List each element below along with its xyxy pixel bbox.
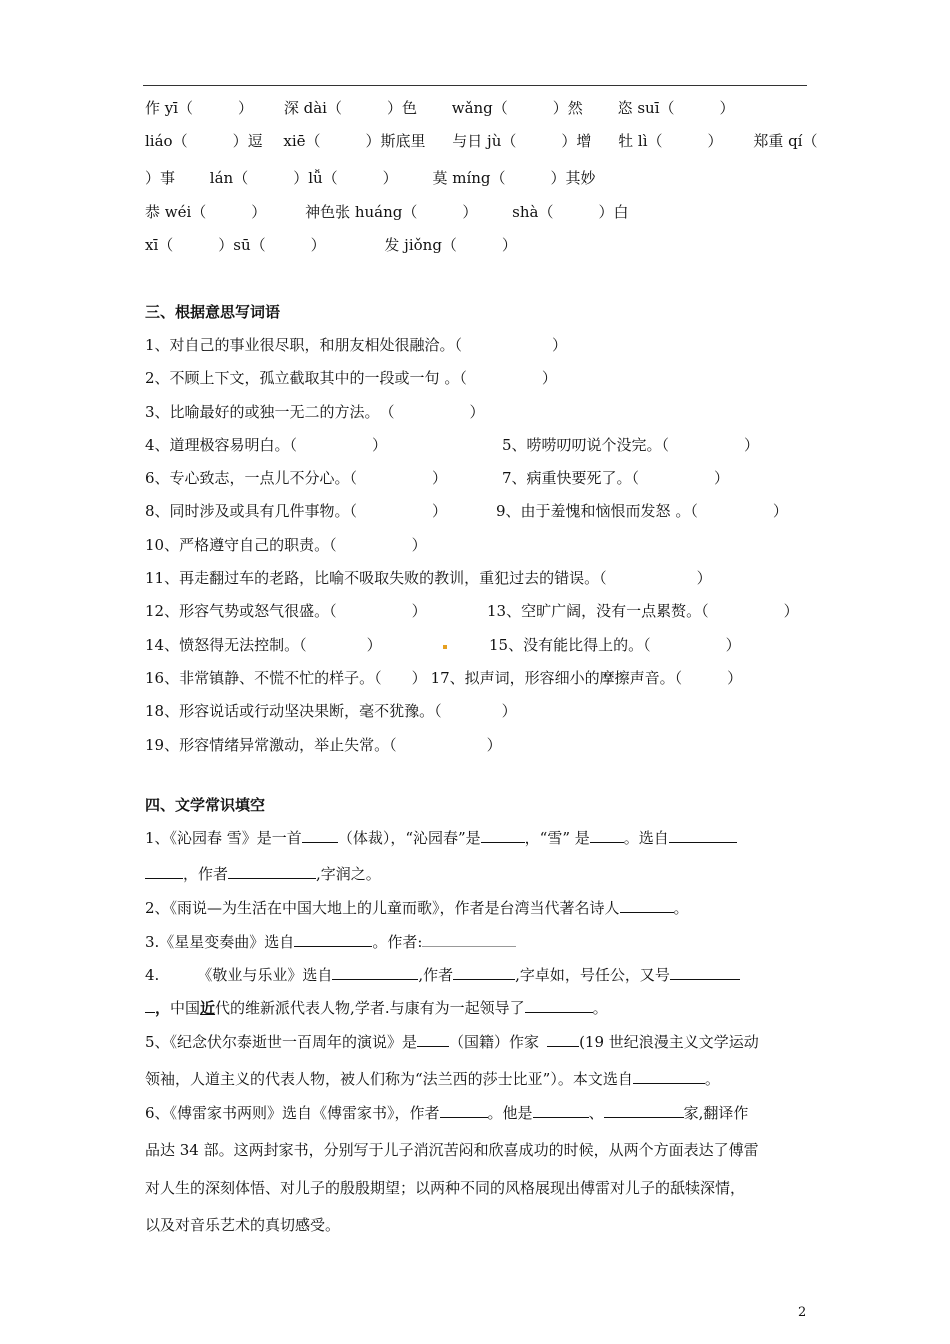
- question-item: 17、拟声词，形容细小的摩擦声音。（ ）: [430, 669, 743, 687]
- question-item: 6、专心致志，一点儿不分心。（ ）: [145, 469, 448, 487]
- answer-blank[interactable]: [417, 1032, 449, 1047]
- pinyin-item: liáo（ ）逗: [145, 132, 263, 150]
- answer-blank[interactable]: [604, 1103, 684, 1118]
- answer-blank[interactable]: [590, 828, 624, 843]
- section-4-heading: 四、文学常识填空: [145, 796, 266, 814]
- text: (19 世纪浪漫主义文学运动: [579, 1033, 759, 1051]
- pinyin-item: 恭 wéi（ ）: [145, 203, 267, 221]
- answer-blank[interactable]: [294, 932, 372, 947]
- text: ，: [155, 999, 171, 1017]
- section-3-heading: 三、根据意思写词语: [145, 303, 281, 321]
- text: 。他是: [487, 1104, 533, 1122]
- text: 。选自: [623, 829, 669, 847]
- text: 3.《星星变奏曲》选自: [145, 933, 295, 951]
- lit-q5-line2: [145, 1069, 720, 1089]
- pinyin-item: ）事: [145, 169, 176, 187]
- text: （体裁），“沁园春”是: [337, 829, 481, 847]
- question-item: 8、同时涉及或具有几件事物。（ ）: [145, 502, 448, 520]
- pinyin-item: xī（ ）sū（ ）: [145, 236, 326, 254]
- question-item: 11、再走翻过车的老路，比喻不吸取失败的教训，重犯过去的错误。（ ）: [145, 569, 712, 587]
- lit-q1-line2: [145, 864, 381, 884]
- pinyin-row-5: [145, 235, 517, 255]
- text: ，“雪” 是: [524, 829, 590, 847]
- pinyin-row-3: [145, 168, 596, 188]
- text: 5、《纪念伏尔泰逝世一百周年的演说》是: [145, 1033, 418, 1051]
- question-item: 3、比喻最好的或独一无二的方法。 （ ）: [145, 403, 485, 421]
- pinyin-item: 发 jiǒng（ ）: [384, 236, 517, 254]
- pinyin-item: 郑重 qí（: [753, 132, 818, 150]
- answer-blank[interactable]: [670, 965, 740, 980]
- text: ,字润之。: [316, 865, 381, 883]
- question-row: [145, 435, 759, 455]
- pinyin-row-1: [145, 98, 735, 118]
- question-item: 18、形容说话或行动坚决果断，毫不犹豫。（ ）: [145, 702, 517, 720]
- question-item: 1、对自己的事业很尽职，和朋友相处很融洽。（ ）: [145, 336, 568, 354]
- lit-q3: [145, 932, 516, 952]
- pinyin-item: 莫 míng（ ）其妙: [432, 169, 596, 187]
- answer-blank[interactable]: [332, 965, 418, 980]
- lit-q6-line1: [145, 1103, 748, 1123]
- question-item: 14、愤怒得无法控制。（ ）: [145, 636, 382, 654]
- question-item: 9、由于羞愧和恼恨而发怒 。（ ）: [496, 502, 788, 520]
- lit-q6-line4: 以及对音乐艺术的真切感受。: [145, 1216, 341, 1234]
- text: ,作者: [418, 966, 454, 984]
- answer-blank[interactable]: [453, 965, 515, 980]
- answer-blank[interactable]: [620, 898, 674, 913]
- answer-blank[interactable]: [533, 1103, 589, 1118]
- pinyin-item: 神色张 huáng（ ）: [305, 203, 478, 221]
- lit-q5-line1: [145, 1032, 759, 1052]
- pinyin-item: shà（ ）白: [512, 203, 629, 221]
- question-item: 2、不顾上下文，孤立截取其中的一段或一句 。（ ）: [145, 369, 557, 387]
- answer-blank[interactable]: [440, 1103, 488, 1118]
- answer-blank[interactable]: [145, 864, 183, 879]
- text: 4.: [145, 966, 160, 984]
- pinyin-item: lán（ ）lǚ（ ）: [209, 169, 398, 187]
- pinyin-item: 牡 lì（ ）: [618, 132, 723, 150]
- question-row: [145, 601, 799, 621]
- lit-q6-line3: 对人生的深刻体悟、对儿子的殷殷期望；以两种不同的风格展现出傅雷对儿子的舐犊深情，: [145, 1179, 746, 1197]
- text: 《敬业与乐业》选自: [197, 966, 333, 984]
- question-item: 19、形容情绪异常激动，举止失常。（ ）: [145, 736, 502, 754]
- text: 6、《傅雷家书两则》选自《傅雷家书》，作者: [145, 1104, 440, 1122]
- highlight-dot: [443, 645, 447, 649]
- question-item: 12、形容气势或怒气很盛。（ ）: [145, 602, 427, 620]
- text: 。: [673, 899, 689, 917]
- pinyin-item: xiē（ ）斯底里: [283, 132, 426, 150]
- answer-blank[interactable]: [302, 828, 338, 843]
- pinyin-item: 恣 suī（ ）: [617, 99, 735, 117]
- pinyin-row-4: [145, 202, 628, 222]
- question-item: 13、空旷广阔，没有一点累赘。（ ）: [487, 602, 799, 620]
- question-item: 16、非常镇静、不慌不忙的样子。（ ）: [145, 669, 427, 687]
- lit-q4-line1: [145, 965, 740, 985]
- answer-blank[interactable]: [481, 828, 525, 843]
- text: ，作者: [183, 865, 229, 883]
- text: 。: [592, 999, 608, 1017]
- answer-blank[interactable]: [228, 864, 316, 879]
- top-rule: [143, 85, 807, 86]
- pinyin-item: 深 dài（ ）色: [283, 99, 417, 117]
- text: 1、《沁园春 雪》是一首: [145, 829, 302, 847]
- question-row: [145, 468, 729, 488]
- text: 家,翻译作: [683, 1104, 749, 1122]
- lit-q2: [145, 898, 689, 918]
- lit-q6-line2: 品达 34 部。这两封家书，分别写于儿子消沉苦闷和欣喜成功的时候，从两个方面表达了傅雷: [145, 1141, 759, 1159]
- page-number: 2: [798, 1305, 807, 1320]
- question-row: [145, 501, 788, 521]
- question-item: 10、严格遵守自己的职责。（ ）: [145, 536, 427, 554]
- answer-blank[interactable]: [145, 998, 155, 1013]
- lit-q1-line1: [145, 828, 737, 848]
- answer-blank[interactable]: [525, 998, 593, 1013]
- answer-blank[interactable]: [422, 932, 516, 947]
- pinyin-item: wǎng（ ）然: [451, 99, 583, 117]
- text: 、: [588, 1104, 604, 1122]
- question-item: 15、没有能比得上的。（ ）: [489, 636, 741, 654]
- text: ,字卓如，号任公，又号: [515, 966, 670, 984]
- answer-blank[interactable]: [669, 828, 737, 843]
- lit-q4-line2: [145, 998, 608, 1018]
- text: 2、《雨说—为生活在中国大地上的儿童而歌》，作者是台湾当代著名诗人: [145, 899, 620, 917]
- question-row: [145, 668, 742, 688]
- text: （国籍）作家: [449, 1033, 540, 1051]
- text: 近: [200, 999, 216, 1017]
- text: 。作者:: [372, 933, 423, 951]
- answer-blank[interactable]: [547, 1032, 579, 1047]
- pinyin-item: 作 yī（ ）: [145, 99, 254, 117]
- question-item: 4、道理极容易明白。（ ）: [145, 436, 388, 454]
- pinyin-row-2: [145, 131, 817, 151]
- text: 中国: [170, 999, 201, 1017]
- text: 领袖，人道主义的代表人物，被人们称为“法兰西的莎士比亚”）。本文选自: [145, 1070, 633, 1088]
- text: 代的维新派代表人物,学者.与康有为一起领导了: [215, 999, 525, 1017]
- answer-blank[interactable]: [633, 1069, 705, 1084]
- text: 。: [704, 1070, 720, 1088]
- question-item: 5、唠唠叨叨说个没完。（ ）: [502, 436, 760, 454]
- pinyin-item: 与日 jù（ ）增: [452, 132, 592, 150]
- question-item: 7、病重快要死了。（ ）: [502, 469, 730, 487]
